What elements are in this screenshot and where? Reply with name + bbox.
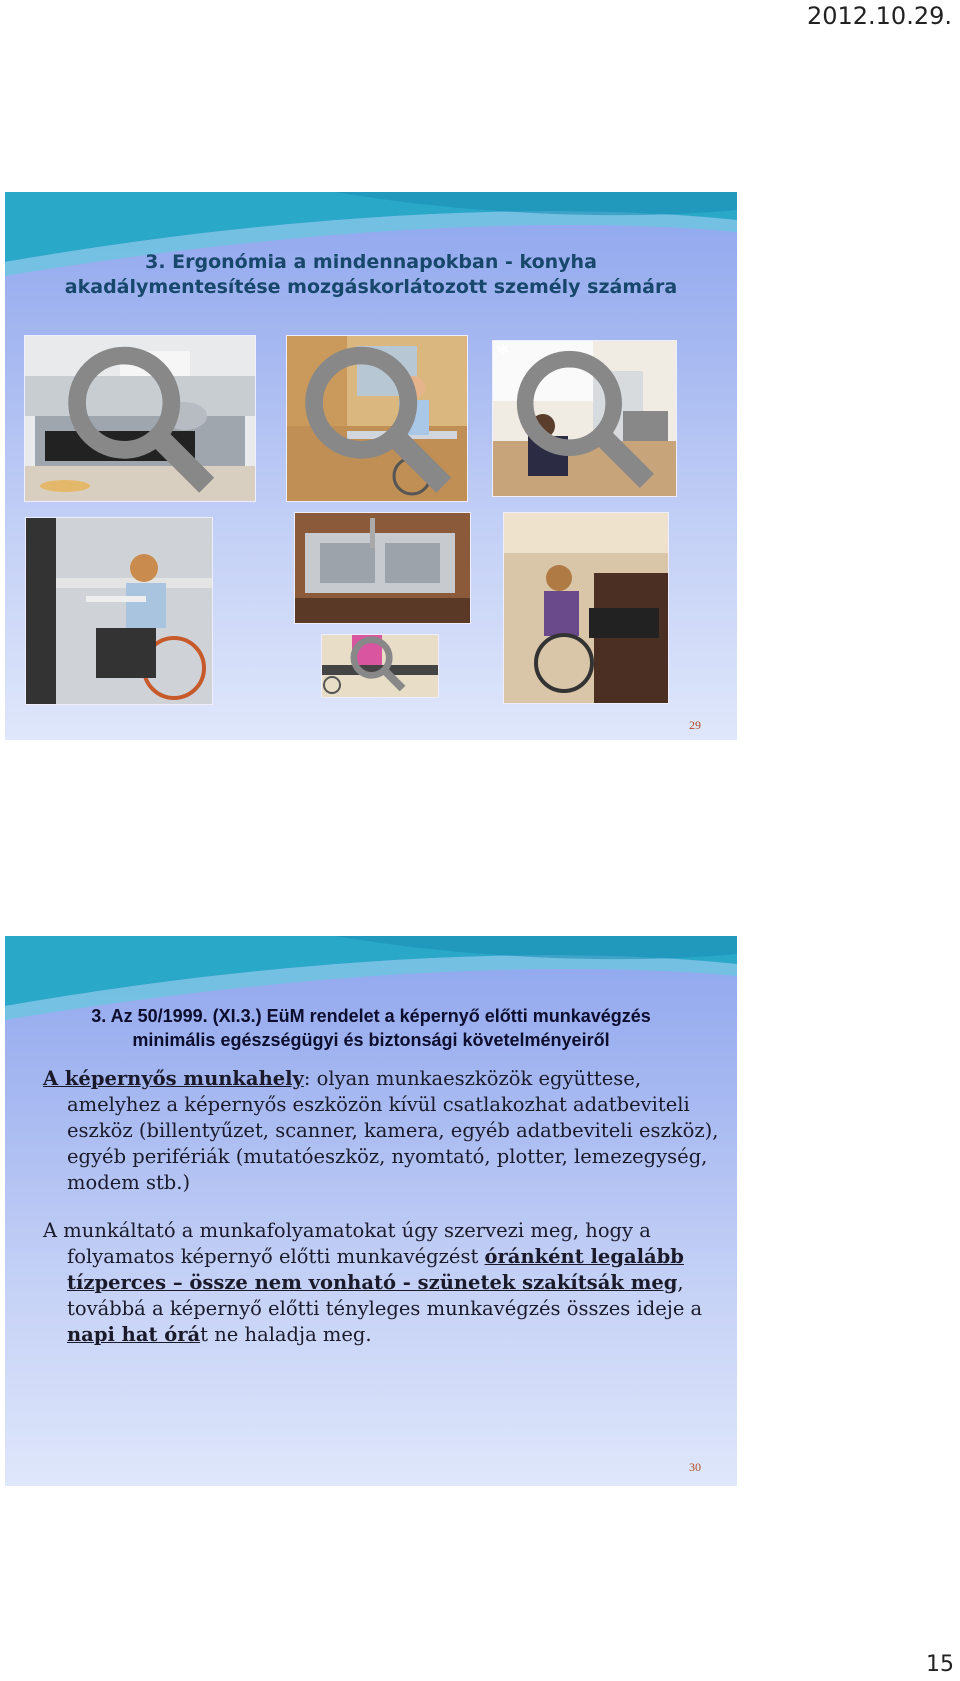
title-line-1: 3. Az 50/1999. (XI.3.) EüM rendelet a képernyő előtti munkavégzés <box>91 1006 651 1026</box>
photo-sink <box>294 512 471 624</box>
slide-number: 29 <box>689 718 701 732</box>
definition-text: : olyan munkaeszközök együttese, amelyhez a képernyős eszközön kívül csatlakozhat adatbeviteli eszköz (billentyűzet, scanner, kamera, egyéb adatbeviteli eszköz), egyéb perifériák (mutatóeszköz, nyomtató, plotter, lemezegység, modem stb.) <box>67 1067 719 1194</box>
magnifier-icon <box>286 335 463 497</box>
title-line-2: minimális egészségügyi és biztonsági követelményeiről <box>132 1030 610 1050</box>
slide-body <box>43 1066 723 1348</box>
paragraph-definition <box>43 1066 723 1196</box>
rule-emphasis-six-hours: napi hat órá <box>67 1323 201 1346</box>
photo-cooktop <box>24 335 256 502</box>
title-line-1: 3. Ergonómia a mindennapokban - konyha <box>145 251 597 273</box>
photo-wheelchair-table <box>286 335 468 502</box>
photo-footrest <box>321 634 439 698</box>
page-number: 15 <box>926 1652 954 1677</box>
header-date: 2012.10.29. <box>806 2 952 30</box>
magnifier-icon <box>492 340 672 492</box>
title-line-2: akadálymentesítése mozgáskorlátozott személy számára <box>64 276 678 298</box>
magnifier-icon <box>321 634 434 693</box>
slide-title <box>5 1004 737 1052</box>
star-icon: * <box>497 341 509 366</box>
slide-title <box>5 250 737 300</box>
photo-kitchen-man <box>492 340 677 497</box>
paragraph-employer-rule <box>43 1218 723 1348</box>
rule-text-2: , továbbá a képernyő előtti tényleges munkavégzés összes ideje a <box>67 1271 703 1320</box>
slide-number: 30 <box>689 1460 701 1474</box>
magnifier-icon <box>24 335 251 497</box>
photo-wheelchair-tray <box>25 517 213 705</box>
photo-wheelchair-oven <box>503 512 669 704</box>
rule-text-3: t ne haladja meg. <box>200 1323 372 1346</box>
rule-emphasis-hourly-break: óránként legalább tízperces – össze nem vonható - szünetek szakítsák meg <box>67 1245 684 1294</box>
slide-29 <box>5 192 737 740</box>
rule-text-1: A munkáltató a munkafolyamatokat úgy szervezi meg, hogy a folyamatos képernyő előtti munkavégzést <box>43 1219 651 1268</box>
slide-30 <box>5 936 737 1486</box>
term-screen-workplace: A képernyős munkahely <box>43 1067 304 1090</box>
